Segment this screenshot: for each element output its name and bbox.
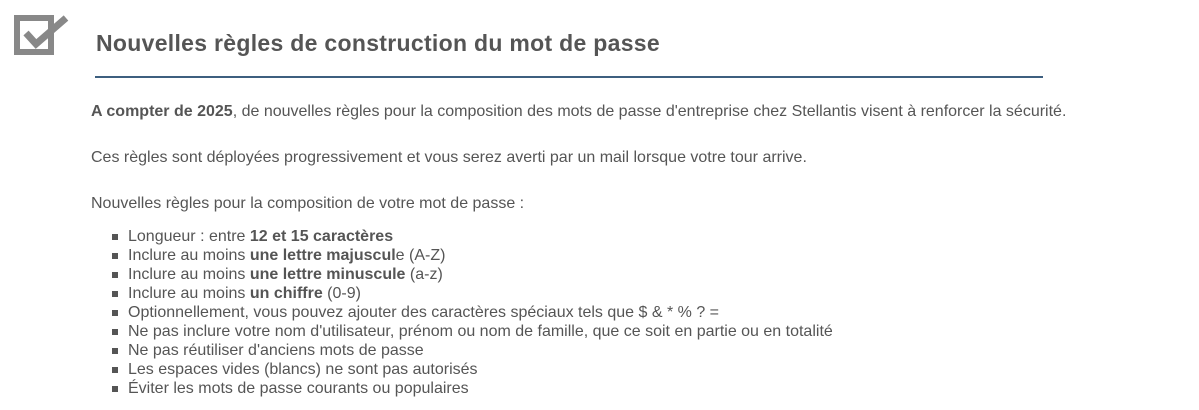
rule-bold: une lettre majuscul (249, 247, 396, 264)
bullet-icon (112, 234, 118, 240)
intro-text: , de nouvelles règles pour la composition des mots de passe d'entreprise chez Stellantis visent à renforcer la sécurité. (232, 103, 1067, 120)
rule-text: Inclure au moins (128, 247, 250, 264)
rule-text: Longueur : entre (128, 228, 250, 245)
rules-intro: Nouvelles règles pour la composition de votre mot de passe : (91, 195, 525, 212)
rule-text: Optionnellement, vous pouvez ajouter des caractères spéciaux tels que $ & * % ? = (128, 304, 720, 321)
rule-text: Les espaces vides (blancs) ne sont pas autorisés (128, 361, 478, 378)
rule-bold: 12 et 15 caractères (249, 228, 394, 245)
rule-text-suffix: (0-9) (322, 285, 361, 302)
bullet-icon (112, 253, 118, 259)
bullet-icon (112, 272, 118, 278)
rule-text: Ne pas réutiliser d'anciens mots de passe (128, 342, 424, 359)
bullet-icon (112, 291, 118, 297)
intro-paragraph (91, 102, 1066, 121)
rule-text: Ne pas inclure votre nom d'utilisateur, prénom ou nom de famille, que ce soit en partie ou en totalité (128, 323, 833, 340)
bullet-icon (112, 329, 118, 335)
rule-digit (112, 284, 833, 303)
rules-list (112, 227, 833, 398)
rule-no-common (112, 379, 833, 398)
rule-text-suffix: e (A-Z) (395, 247, 446, 264)
rule-no-reuse (112, 341, 833, 360)
title-divider (95, 76, 1043, 78)
rule-special-chars (112, 303, 833, 322)
bullet-icon (112, 367, 118, 373)
rollout-paragraph: Ces règles sont déployées progressivement et vous serez averti par un mail lorsque votre tour arrive. (91, 149, 807, 166)
rule-text: Inclure au moins (128, 285, 250, 302)
bullet-icon (112, 386, 118, 392)
checkbox-checked-icon (14, 14, 72, 58)
rule-no-spaces (112, 360, 833, 379)
rule-length (112, 227, 833, 246)
rule-lowercase (112, 265, 833, 284)
intro-date-bold: A compter de 2025 (91, 103, 233, 120)
bullet-icon (112, 310, 118, 316)
page-title: Nouvelles règles de construction du mot de passe (96, 30, 660, 56)
rule-text: Éviter les mots de passe courants ou populaires (128, 380, 469, 397)
rule-text-suffix: (a-z) (405, 266, 443, 283)
rule-bold: une lettre minuscule (249, 266, 406, 283)
bullet-icon (112, 348, 118, 354)
rule-text: Inclure au moins (128, 266, 250, 283)
rule-bold: un chiffre (249, 285, 323, 302)
rule-uppercase (112, 246, 833, 265)
rule-no-name (112, 322, 833, 341)
